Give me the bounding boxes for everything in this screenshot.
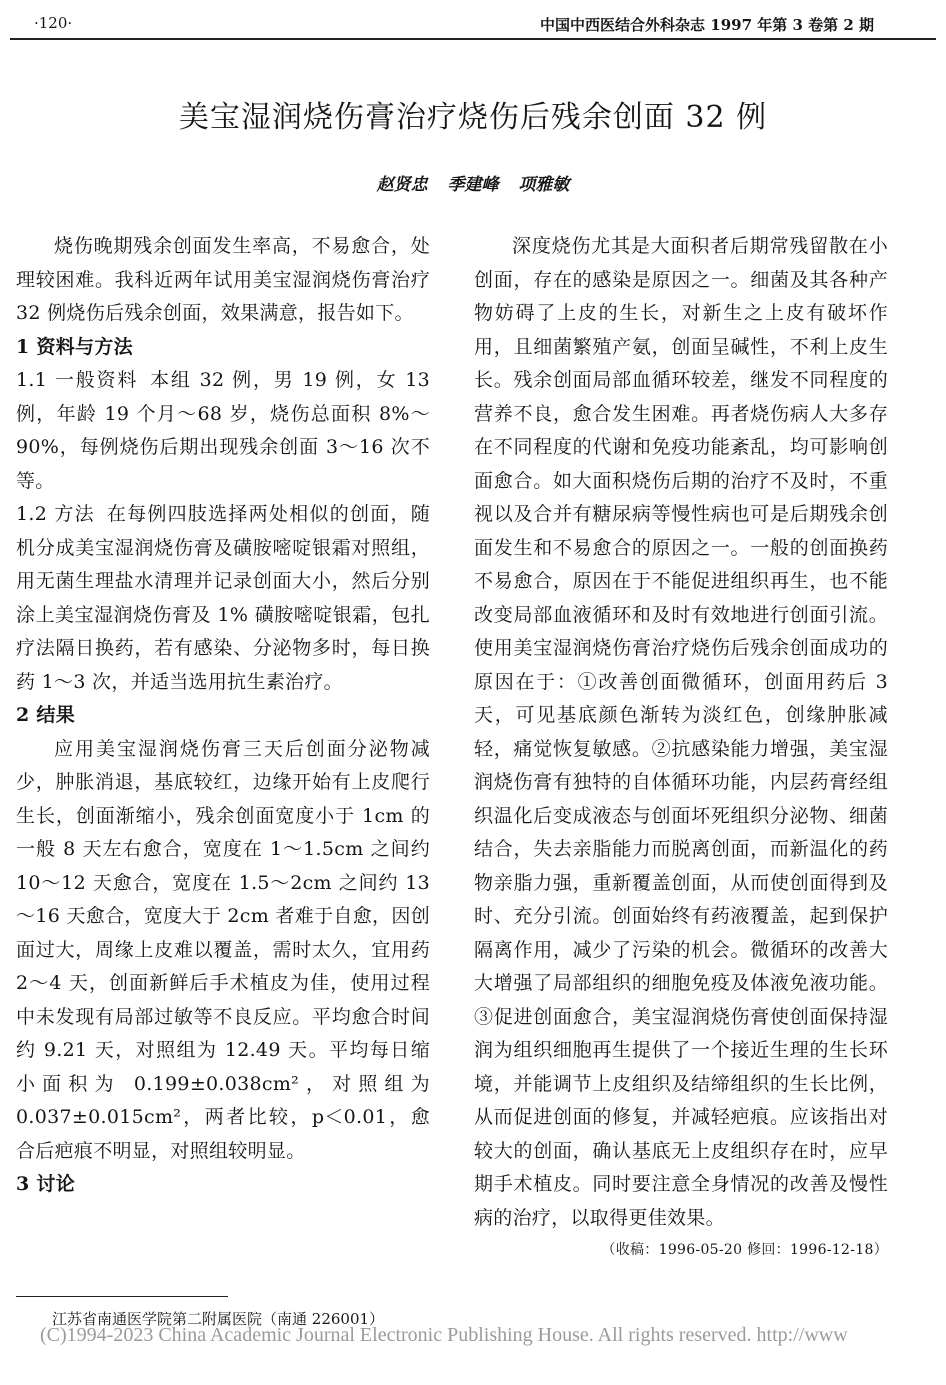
section-1-2-text: 在每例四肢选择两处相似的创面，随机分成美宝湿润烧伤膏及磺胺嘧啶银霜对照组，用无菌生理盐水清理并记录创面大小，然后分别涂上美宝湿润烧伤膏及 1% 磺胺嘧啶银霜，包扎疗法隔日换药，若有感染、分泌物多时，每日换药 1～3 次，并适当选用抗生素治疗。 <box>16 503 430 693</box>
page-number: ·120· <box>34 14 73 32</box>
intro-paragraph: 烧伤晚期残余创面发生率高，不易愈合，处理较困难。我科近两年试用美宝湿润烧伤膏治疗 32 例烧伤后残余创面，效果满意，报告如下。 <box>16 235 430 324</box>
received-dates: （收稿：1996-05-20 修回：1996-12-18） <box>601 1242 888 1258</box>
section-1-1-heading: 1.1 一般资料 <box>16 369 139 391</box>
copyright-watermark: (C)1994-2023 China Academic Journal Electronic Publishing House. All rights reserved. http://www <box>40 1324 848 1346</box>
section-1-1-paragraph <box>16 364 430 498</box>
article-authors: 赵贤忠 季建峰 项雅敏 <box>376 175 570 195</box>
section-1-heading: 1 资料与方法 <box>16 335 133 358</box>
header-rule <box>10 38 936 40</box>
journal-header: 中国中西医结合外科杂志 1997 年第 3 卷第 2 期 <box>540 16 874 34</box>
footnote-rule <box>16 1296 228 1297</box>
section-2-heading: 2 结果 <box>16 704 76 726</box>
section-1-1-text: 本组 32 例，男 19 例，女 13 例，年龄 19 个月～68 岁，烧伤总面积 8%～90%，每例烧伤后期出现残余创面 3～16 次不等。 <box>16 369 431 492</box>
affiliation-footnote: 江苏省南通医学院第二附属医院（南通 226001） <box>52 1310 385 1328</box>
section-1-2-heading: 1.2 方法 <box>16 503 95 525</box>
article-title: 美宝湿润烧伤膏治疗烧伤后残余创面 32 例 <box>178 100 768 135</box>
section-3-heading: 3 讨论 <box>16 1173 76 1195</box>
discussion-text: 深度烧伤尤其是大面积者后期常残留散在小创面，存在的感染是原因之一。细菌及其各种产物妨碍了上皮的生长，对新生之上皮有破坏作用，且细菌繁殖产氨，创面呈碱性，不利上皮生长。残余创面局部血循环较差，继发不同程度的营养不良，愈合发生困难。再者烧伤病人大多存在不同程度的代谢和免疫功能紊乱，均可影响创面愈合。如大面积烧伤后期的治疗不及时，不重视以及合并有糖尿病等慢性病也可是后期残余创面发生和不易愈合的原因之一。一般的创面换药不易愈合，原因在于不能促进组织再生，也不能改变局部血液循环和及时有效地进行创面引流。使用美宝湿润烧伤膏治疗烧伤后残余创面成功的原因在于：①改善创面微循环，创面用药后 3 天，可见基底颜色渐转为淡红色，创缘肿胀减轻，痛觉恢复敏感。②抗感染能力增强，美宝湿润烧伤膏有独特的自体循环功能，内层药膏经组织温化后变成液态与创面坏死组织分泌物、细菌结合，失去亲脂能力而脱离创面，而新温化的药物亲脂力强，重新覆盖创面，从而使创面得到及时、充分引流。创面始终有药液覆盖，起到保护隔离作用，减少了污染的机会。微循环的改善大大增强了局部组织的细胞免疫及体液免液功能。③促进创面愈合，美宝湿润烧伤膏使创面保持湿润为组织细胞再生提供了一个接近生理的生长环境，并能调节上皮组织及结缔组织的生长比例，从而促进创面的修复，并减轻疤痕。应该指出对较大的创面，确认基底无上皮组织存在时，应早期手术植皮。同时要注意全身情况的改善及慢性病的治疗，以取得更佳效果。 <box>474 235 888 1229</box>
right-column <box>474 230 888 1265</box>
left-column <box>16 230 430 1202</box>
section-1-2-paragraph <box>16 498 430 699</box>
section-2-text: 应用美宝湿润烧伤膏三天后创面分泌物减少，肿胀消退，基底较红，边缘开始有上皮爬行生长，创面渐缩小，残余创面宽度小于 1cm 的一般 8 天左右愈合，宽度在 1～1.5cm 之间约 10～12 天愈合，宽度在 1.5～2cm 之间约 13～16 天愈合，宽度大于 2cm 者难于自愈，因创面过大，周缘上皮难以覆盖，需时太久，宜用药 2～4 天，创面新鲜后手术植皮为佳，使用过程中未发现有局部过敏等不良反应。平均愈合时间约 9.21 天，对照组为 12.49 天。平均每日缩小面积为 0.199±0.038cm²，对照组为 0.037±0.015cm²，两者比较，p＜0.01，愈合后疤痕不明显，对照组较明显。 <box>16 737 430 1162</box>
